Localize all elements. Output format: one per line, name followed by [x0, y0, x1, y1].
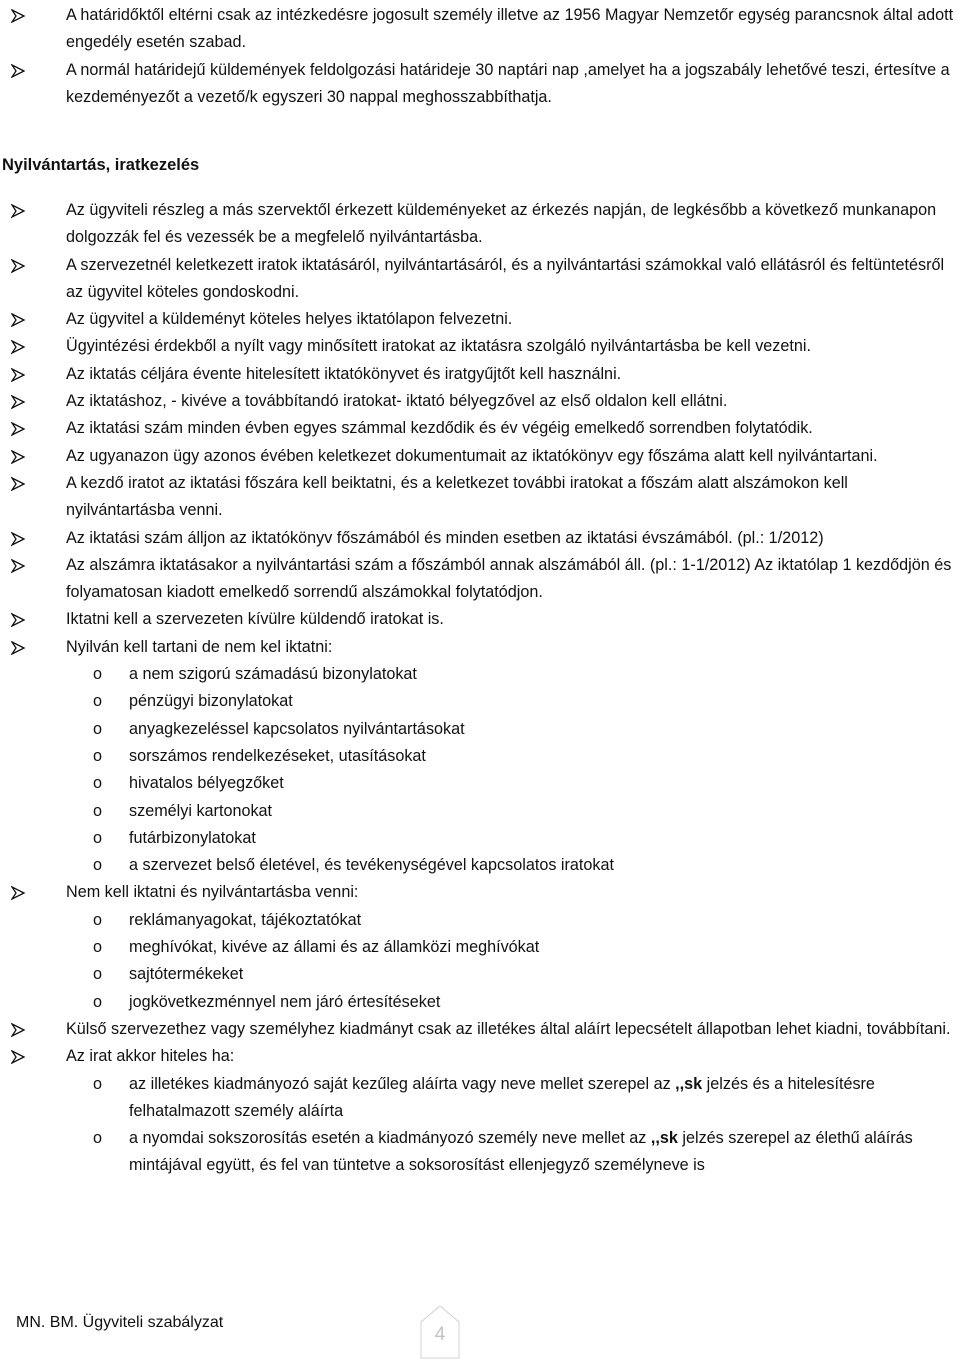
bullet-text: Az iktatás céljára évente hitelesített iktatókönyvet és iratgyűjtőt kell használni. — [66, 364, 622, 383]
bullet-text: A normál határidejű küldemények feldolgozási határideje 30 naptári nap ,amelyet ha a jogszabály lehetővé teszi, értesítve a kezdeményezőt a vezető/k egyszeri 30 nappal meghosszabbíthatja. — [66, 60, 950, 106]
circle-bullet-icon: o — [93, 992, 103, 1011]
sk-mark: ,,sk — [650, 1129, 678, 1148]
arrow-bullet-icon — [11, 1023, 25, 1037]
arrow-bullet-icon — [11, 9, 25, 23]
sub-item-text: sorszámos rendelkezéseket, utasításokat — [129, 746, 426, 765]
bullet-item — [0, 361, 960, 388]
circle-bullet-icon: o — [93, 1129, 103, 1148]
sub-item-text: anyagkezeléssel kapcsolatos nyilvántartásokat — [129, 719, 465, 738]
bullet-text: Az ügyvitel a küldeményt köteles helyes iktatólapon felvezetni. — [66, 310, 513, 329]
bullet-text: Az alszámra iktatásakor a nyilvántartási szám a főszámból annak alszámából áll. (pl.: 1-1/2012) Az iktatólap 1 kezdődjön és folyamatosan kiadott emelkedő sorrendű alszámokkal folytatódjon. — [66, 555, 952, 602]
sub-list-item — [0, 934, 960, 961]
bullet-text: Az irat akkor hiteles ha: — [66, 1047, 235, 1066]
circle-bullet-icon: o — [93, 856, 103, 875]
bullet-item — [0, 443, 960, 470]
sub-item-text: pénzügyi bizonylatokat — [129, 692, 293, 711]
bullet-item — [0, 634, 960, 661]
sub-item-text: jelzés és a hitelesítésre felhatalmazott személy aláírta — [129, 1074, 875, 1120]
sub-item-text: sajtótermékeket — [129, 965, 244, 984]
bullet-item — [0, 57, 960, 112]
arrow-bullet-icon — [11, 259, 25, 273]
circle-bullet-icon: o — [93, 774, 103, 793]
bullet-item — [0, 879, 960, 906]
circle-bullet-icon: o — [93, 746, 103, 765]
sub-list — [0, 661, 960, 879]
sub-list — [0, 907, 960, 1016]
bullet-item — [0, 1016, 960, 1043]
sub-item-text: jelzés szerepel az élethű aláírás mintájával együtt, és fel van tüntetve a soksorosítást ellenjegyző személyneve is — [129, 1129, 913, 1175]
sub-list-item — [0, 852, 960, 879]
bullet-text: Az iktatáshoz, - kivéve a továbbítandó iratokat- iktató bélyegzővel az első oldalon kell ellátni. — [66, 392, 728, 411]
circle-bullet-icon: o — [93, 801, 103, 820]
circle-bullet-icon: o — [93, 692, 103, 711]
bullet-item — [0, 525, 960, 552]
sub-item-text: a nem szigorú számadású bizonylatokat — [129, 665, 417, 684]
page-number: 4 — [434, 1324, 446, 1345]
sub-item-text: futárbizonylatokat — [129, 828, 256, 847]
sub-list-item — [0, 961, 960, 988]
bullet-text: A határidőktől eltérni csak az intézkedésre jogosult személy illetve az 1956 Magyar Nemzetőr egység parancsnok által adott engedély esetén szabad. — [66, 6, 954, 52]
bullet-text: Nyilván kell tartani de nem kel iktatni: — [66, 637, 333, 656]
sub-list-item — [0, 798, 960, 825]
top-bullet-list — [0, 2, 960, 111]
arrow-bullet-icon — [11, 395, 25, 409]
bullet-text: Az ügyviteli részleg a más szervektől érkezett küldeményeket az érkezés napján, de legkésőbb a következő munkanapon dolgozzák fel és vezessék be a megfelelő nyilvántartásba. — [66, 201, 937, 247]
sub-list-item — [0, 743, 960, 770]
bullet-item — [0, 2, 960, 57]
sub-item-text: reklámanyagokat, tájékoztatókat — [129, 910, 362, 929]
sub-item-text: személyi kartonokat — [129, 801, 273, 820]
circle-bullet-icon: o — [93, 719, 103, 738]
circle-bullet-icon: o — [93, 965, 103, 984]
sub-item-text: meghívókat, kivéve az állami és az államközi meghívókat — [129, 938, 540, 957]
footer-title: MN. BM. Ügyviteli szabályzat — [16, 1314, 224, 1331]
arrow-bullet-icon — [11, 450, 25, 464]
bullet-item — [0, 415, 960, 442]
bullet-text: Az iktatási szám álljon az iktatókönyv főszámából és minden esetben az iktatási évszámából. (pl.: 1/2012) — [66, 528, 824, 547]
bullet-item — [0, 333, 960, 360]
page-number-badge — [418, 1304, 462, 1360]
arrow-bullet-icon — [11, 559, 25, 573]
arrow-bullet-icon — [11, 422, 25, 436]
sub-item-text: a szervezet belső életével, és tevékenységével kapcsolatos iratokat — [129, 856, 614, 875]
sub-list-item — [0, 688, 960, 715]
bullet-text: Iktatni kell a szervezeten kívülre küldendő iratokat is. — [66, 610, 444, 629]
sub-list-item — [0, 770, 960, 797]
bullet-item — [0, 606, 960, 633]
circle-bullet-icon: o — [93, 910, 103, 929]
sub-item-text: jogkövetkezménnyel nem járó értesítéseket — [129, 992, 441, 1011]
arrow-bullet-icon — [11, 368, 25, 382]
sub-list-item — [0, 907, 960, 934]
bullet-item — [0, 470, 960, 525]
bullet-text: Az iktatási szám minden évben egyes számmal kezdődik és év végéig emelkedő sorrendben folytatódik. — [66, 419, 813, 438]
sub-list-item — [0, 989, 960, 1016]
sub-list-item — [0, 1071, 960, 1126]
bullet-item — [0, 306, 960, 333]
arrow-bullet-icon — [11, 886, 25, 900]
sk-mark: ,,sk — [675, 1074, 703, 1093]
bullet-text: Külső szervezethez vagy személyhez kiadmányt csak az illetékes által aláírt lepecsételt állapotban lehet kiadni, továbbítani. — [66, 1019, 951, 1038]
bullet-text: Ügyintézési érdekből a nyílt vagy minősített iratokat az iktatásra szolgáló nyilvántartásba be kell vezetni. — [66, 337, 811, 356]
bullet-item — [0, 552, 960, 607]
sub-item-text: a nyomdai sokszorosítás esetén a kiadmányozó személy neve mellet az — [129, 1129, 651, 1148]
bullet-item — [0, 252, 960, 307]
bullet-text: Az ugyanazon ügy azonos évében keletkezet dokumentumait az iktatókönyv egy főszáma alatt kell nyilvántartani. — [66, 446, 878, 465]
bullet-item — [0, 388, 960, 415]
arrow-bullet-icon — [11, 477, 25, 491]
sub-list — [0, 1071, 960, 1180]
sub-list-item — [0, 1125, 960, 1180]
arrow-bullet-icon — [11, 641, 25, 655]
sub-item-text: az illetékes kiadmányozó saját kezűleg aláírta vagy neve mellet szerepel az — [129, 1074, 676, 1093]
arrow-bullet-icon — [11, 204, 25, 218]
arrow-bullet-icon — [11, 340, 25, 354]
main-bullet-list — [0, 197, 960, 1180]
arrow-bullet-icon — [11, 313, 25, 327]
bullet-item — [0, 1043, 960, 1070]
arrow-bullet-icon — [11, 1050, 25, 1064]
arrow-bullet-icon — [11, 613, 25, 627]
bullet-text: A szervezetnél keletkezett iratok iktatásáról, nyilvántartásáról, és a nyilvántartási számokkal való ellátásról és feltüntetésről az ügyvitel köteles gondoskodni. — [66, 255, 945, 301]
sub-list-item — [0, 825, 960, 852]
circle-bullet-icon: o — [93, 828, 103, 847]
section-heading: Nyilvántartás, iratkezelés — [2, 156, 200, 174]
arrow-bullet-icon — [11, 532, 25, 546]
circle-bullet-icon: o — [93, 1074, 103, 1093]
bullet-text: A kezdő iratot az iktatási főszára kell beiktatni, és a keletkezet további iratokat a főszám alatt alszámokon kell nyilvántartásba venni. — [66, 473, 848, 520]
bullet-item — [0, 197, 960, 252]
sub-list-item — [0, 716, 960, 743]
sub-item-text: hivatalos bélyegzőket — [129, 774, 284, 793]
arrow-bullet-icon — [11, 64, 25, 78]
sub-list-item — [0, 661, 960, 688]
circle-bullet-icon: o — [93, 938, 103, 957]
circle-bullet-icon: o — [93, 665, 103, 684]
bullet-text: Nem kell iktatni és nyilvántartásba venni: — [66, 883, 359, 902]
